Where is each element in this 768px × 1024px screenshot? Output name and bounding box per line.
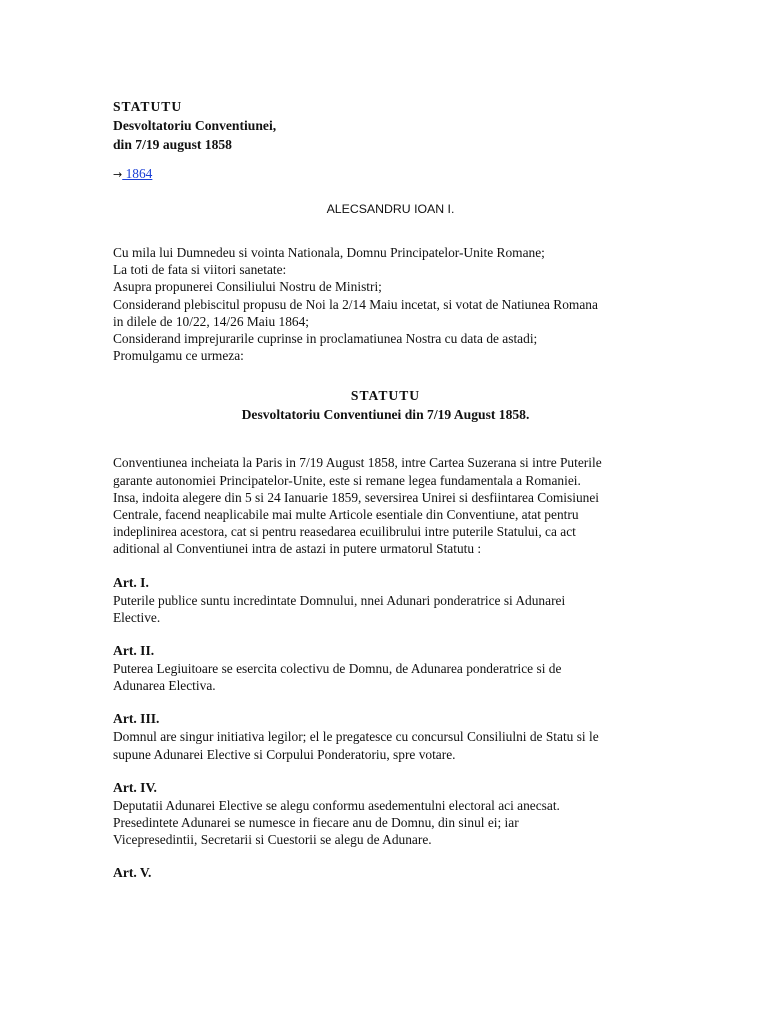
article-line: Vicepresedintii, Secretarii si Cuestorii se alegu de Adunare. — [113, 832, 432, 848]
article-title: Art. III. — [113, 711, 160, 727]
article-5 — [113, 864, 658, 882]
article-4 — [113, 779, 658, 849]
article-1 — [113, 574, 658, 626]
preamble-line: Promulgamu ce urmeza: — [113, 348, 244, 364]
preamble-line: in dilele de 10/22, 14/26 Maiu 1864; — [113, 313, 310, 329]
article-2 — [113, 642, 658, 694]
preamble — [113, 244, 658, 364]
document-title: STATUTU — [113, 99, 183, 114]
article-title: Art. V. — [113, 865, 152, 881]
article-line: Puterile publice suntu incredintate Domnului, nnei Adunari ponderatrice si Adunarei — [113, 592, 566, 608]
article-line: Adunarea Electiva. — [113, 678, 216, 694]
intro-line: Centrale, facend neaplicabile mai multe Articole esentiale din Conventiune, atat pentru — [113, 507, 579, 523]
preamble-line: La toti de fata si viitori sanetate: — [113, 262, 287, 278]
document-title-block — [113, 97, 658, 154]
intro-line: indeplinirea acestora, cat si pentru reasedarea ecuilibrului intre puterile Statului, ca act — [113, 524, 576, 540]
article-line: supune Adunarei Elective si Corpului Ponderatoriu, spre votare. — [113, 746, 456, 762]
statute-heading-title: STATUTU — [350, 388, 421, 404]
intro-line: Insa, indoita alegere din 5 si 24 Ianuarie 1859, seversirea Unirei si desfiintarea Comisiunei — [113, 489, 600, 505]
statute-heading — [113, 386, 658, 424]
intro-line: garante autonomiei Principatelor-Unite, este si remane legea fundamentala a Romaniei. — [113, 472, 581, 488]
article-line: Deputatii Adunarei Elective se alegu conformu asedementulni electoral aci anecsat. — [113, 797, 560, 813]
statute-heading-subtitle: Desvoltatoriu Conventiunei din 7/19 August 1858. — [241, 407, 530, 423]
related-link-row — [113, 165, 658, 184]
article-line: Presedintete Adunarei se numesce in fiecare anu de Domnu, din sinul ei; iar — [113, 815, 519, 831]
preamble-line: Asupra propunerei Consiliului Nostru de Ministri; — [113, 279, 382, 295]
intro-line: aditional al Conventiunei intra de astazi in putere urmatorul Statutu : — [113, 541, 482, 557]
article-line: Puterea Legiuitoare se esercita colectivu de Domnu, de Adunarea ponderatrice si de — [113, 661, 562, 677]
article-3 — [113, 710, 658, 762]
article-line: Domnul are singur initiativa legilor; el le pregatesce cu concursul Consiliulni de Statu si le — [113, 729, 599, 745]
article-line: Elective. — [113, 609, 161, 625]
article-title: Art. I. — [113, 574, 149, 590]
right-arrow-icon: → — [113, 168, 123, 181]
article-title: Art. II. — [113, 643, 155, 659]
intro-paragraph — [113, 454, 658, 557]
preamble-line: Cu mila lui Dumnedeu si vointa Nationala, Domnu Principatelor-Unite Romane; — [113, 245, 545, 260]
prince-name: ALECSANDRU IOAN I. — [326, 202, 455, 216]
intro-line: Conventiunea incheiata la Paris in 7/19 August 1858, intre Cartea Suzerana si intre Puterile — [113, 455, 602, 471]
document-subtitle-line-1: Desvoltatoriu Conventiunei, — [113, 118, 277, 133]
document-subtitle-line-2: din 7/19 august 1858 — [113, 137, 232, 152]
link-1864[interactable]: 1864 — [122, 166, 153, 181]
document-page — [113, 97, 658, 882]
article-title: Art. IV. — [113, 779, 157, 795]
preamble-line: Considerand imprejurarile cuprinse in proclamatiunea Nostra cu data de astadi; — [113, 331, 538, 347]
preamble-line: Considerand plebiscitul propusu de Noi la 2/14 Maiu incetat, si votat de Natiunea Romana — [113, 296, 598, 312]
